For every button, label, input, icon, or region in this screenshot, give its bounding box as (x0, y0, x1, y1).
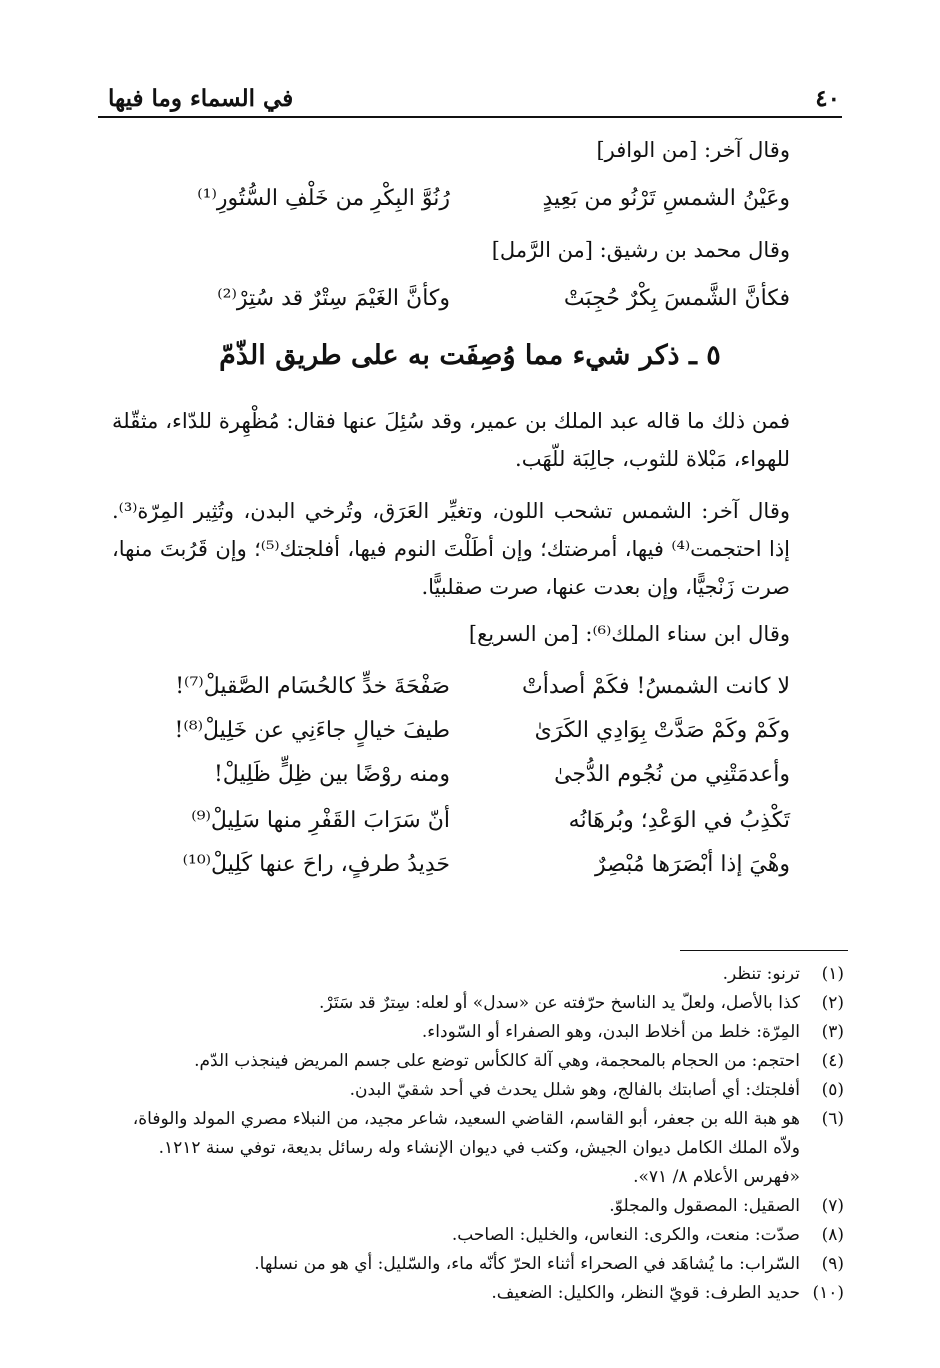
footnote-text: كذا بالأصل، ولعلّ يد الناسخ حرّفته عن «سدل» أو لعله: سِترٌ قد سَتَرْ. (319, 993, 800, 1013)
verse-hemistich-first: لا كانت الشمسُ! فكَمْ أصدأتْ (522, 674, 790, 699)
footnote-text: الصقيل: المصقول والمجلوّ. (609, 1196, 800, 1216)
footnote (110, 1047, 844, 1076)
footnotes (110, 960, 844, 1308)
verse-intro-1: وقال آخر: [من الوافر] (596, 138, 790, 162)
verse-hemistich-first: وأعدمَتْنِي من نُجُوم الدُّجىٰ (554, 762, 790, 787)
verse-hemistich-second: صَفْحَةَ خدٍّ كالحُسَام الصَّقيلْ⁽⁷⁾! (175, 674, 450, 699)
verse-intro-3: وقال ابن سناء الملك⁽⁶⁾: [من السريع] (468, 622, 790, 646)
footnote (110, 1192, 844, 1221)
footnote-number: (١٠) (812, 1283, 844, 1303)
verse-line-1 (150, 186, 790, 211)
footnote-number: (٥) (821, 1080, 844, 1100)
section-heading: ٥ ـ ذكر شيء مما وُصِفَت به على طريق الذّمّ (219, 340, 721, 371)
footnote-text: حديد الطرف: قويّ النظر، والكليل: الضعيف. (491, 1283, 800, 1303)
verse-hemistich-first: تَكْذِبُ في الوَعْدِ؛ وبُرهَانُه (568, 808, 790, 833)
footnote (110, 1076, 844, 1105)
footnote-text: صدّت: منعت، والكرى: النعاس، والخليل: الصاحب. (451, 1225, 800, 1245)
footnote-text: احتجم: من الحجام بالمحجمة، وهي آلة كالكأس توضع على جسم المريض فينجذب الدّم. (194, 1051, 800, 1071)
verse-hemistich-second: وكأنَّ الغَيْمَ سِتْرٌ قد سُتِرْ⁽²⁾ (217, 286, 450, 311)
poem-line (150, 674, 790, 699)
verse-hemistich-first: وهْيَ إذا أبْصَرَها مُبْصِرٌ (595, 852, 790, 877)
footnote-number: (٢) (821, 993, 844, 1013)
footnote (110, 1279, 844, 1308)
footnote-text: السّراب: ما يُشاهَد في الصحراء أثناء الحرّ كأنّه ماء، والسّليل: أي هو من نسلها. (254, 1254, 800, 1274)
footnote (110, 1250, 844, 1279)
paragraph-1: فمن ذلك ما قاله عبد الملك بن عمير، وقد سُئِلَ عنها فقال: مُظْهِرة للدّاء، مثقّلة للهواء، مَبْلاة للثوب، جالِبَة للّهَب. (112, 409, 790, 471)
poem-line (150, 762, 790, 787)
verse-hemistich-second: رُنُوَّ البِكْرِ من خَلْفِ السُّتُورِ⁽¹⁾ (197, 186, 450, 211)
header-rule (98, 116, 842, 118)
verse-hemistich-second: طيفَ خيالٍ جاءَنِي عن خَلِيلْ⁽⁸⁾! (174, 718, 450, 743)
footnote (110, 960, 844, 989)
footnote-text: ترنو: تنظر. (722, 964, 800, 984)
running-header (108, 76, 840, 112)
verse-hemistich-second: ومنه روْضًا بين ظِلٍّ ظَلِيلْ! (213, 762, 450, 787)
running-title: في السماء وما فيها (108, 85, 294, 112)
poem-line (150, 718, 790, 743)
footnote (110, 1018, 844, 1047)
footnote-text: المِرّة: خلط من أخلاط البدن، وهو الصفراء أو السّوداء. (421, 1022, 800, 1042)
verse-hemistich-first: وكَمْ وكَمْ صَدَّتْ بِوَادِي الكَرَىٰ (534, 718, 790, 743)
verse-hemistich-first: وعَيْنُ الشمسِ تَرْنُو من بَعِيدٍ (542, 186, 790, 211)
verse-hemistich-first: فكأنَّ الشَّمسَ بِكْرٌ حُجِبَتْ (563, 286, 790, 311)
footnote-rule (680, 950, 848, 951)
footnote-number: (٤) (821, 1051, 844, 1071)
footnote (110, 1221, 844, 1250)
verse-hemistich-second: حَدِيدُ طرفٍ، راحَ عنها كَلِيلْ⁽¹⁰⁾ (182, 852, 450, 877)
verse-intro-2: وقال محمد بن رشيق: [من الرَّمل] (491, 238, 790, 262)
footnote (110, 1105, 844, 1192)
footnote-number: (٩) (821, 1254, 844, 1274)
paragraph-2: وقال آخر: الشمس تشحب اللون، وتغيِّر العَرَق، وتُرخي البدن، وتُثِير المِرّة⁽³⁾. إذا احتجمت⁽⁴⁾ فيها، أمرضتك؛ وإن أطَلْتَ النوم فيها، أفلجتك⁽⁵⁾؛ وإن قَرُبتَ منها، صرت زَنْجيًّا، وإن بعدت عنها، صرت صقلبيًّا. (112, 499, 790, 599)
poem-line (150, 852, 790, 877)
footnote-number: (٧) (821, 1196, 844, 1216)
footnote-number: (٣) (821, 1022, 844, 1042)
poem-line (150, 808, 790, 833)
footnote-number: (١) (821, 964, 844, 984)
footnote-text: أفلجتك: أي أصابتك بالفالج، وهو شلل يحدث في أحد شقيّ البدن. (349, 1080, 800, 1100)
verse-line-2 (150, 286, 790, 311)
footnote-number: (٨) (821, 1225, 844, 1245)
footnote-number: (٦) (821, 1109, 844, 1129)
verse-hemistich-second: أنّ سَرَابَ القَفْرِ منها سَلِيلْ⁽⁹⁾ (191, 808, 450, 833)
footnote (110, 989, 844, 1018)
footnote-text: هو هبة الله بن جعفر، أبو القاسم، القاضي السعيد، شاعر مجيد، من النبلاء مصري المولد والوفاة، ولاّه الملك الكامل ديوان الجيش، وكتب في ديوان الإنشاء وله رسائل بديعة، توفي سنة ١٢١٢. «فهرس الأعلام ٨/ ٧١». (132, 1109, 800, 1187)
page-number: ٤٠ (815, 85, 840, 112)
